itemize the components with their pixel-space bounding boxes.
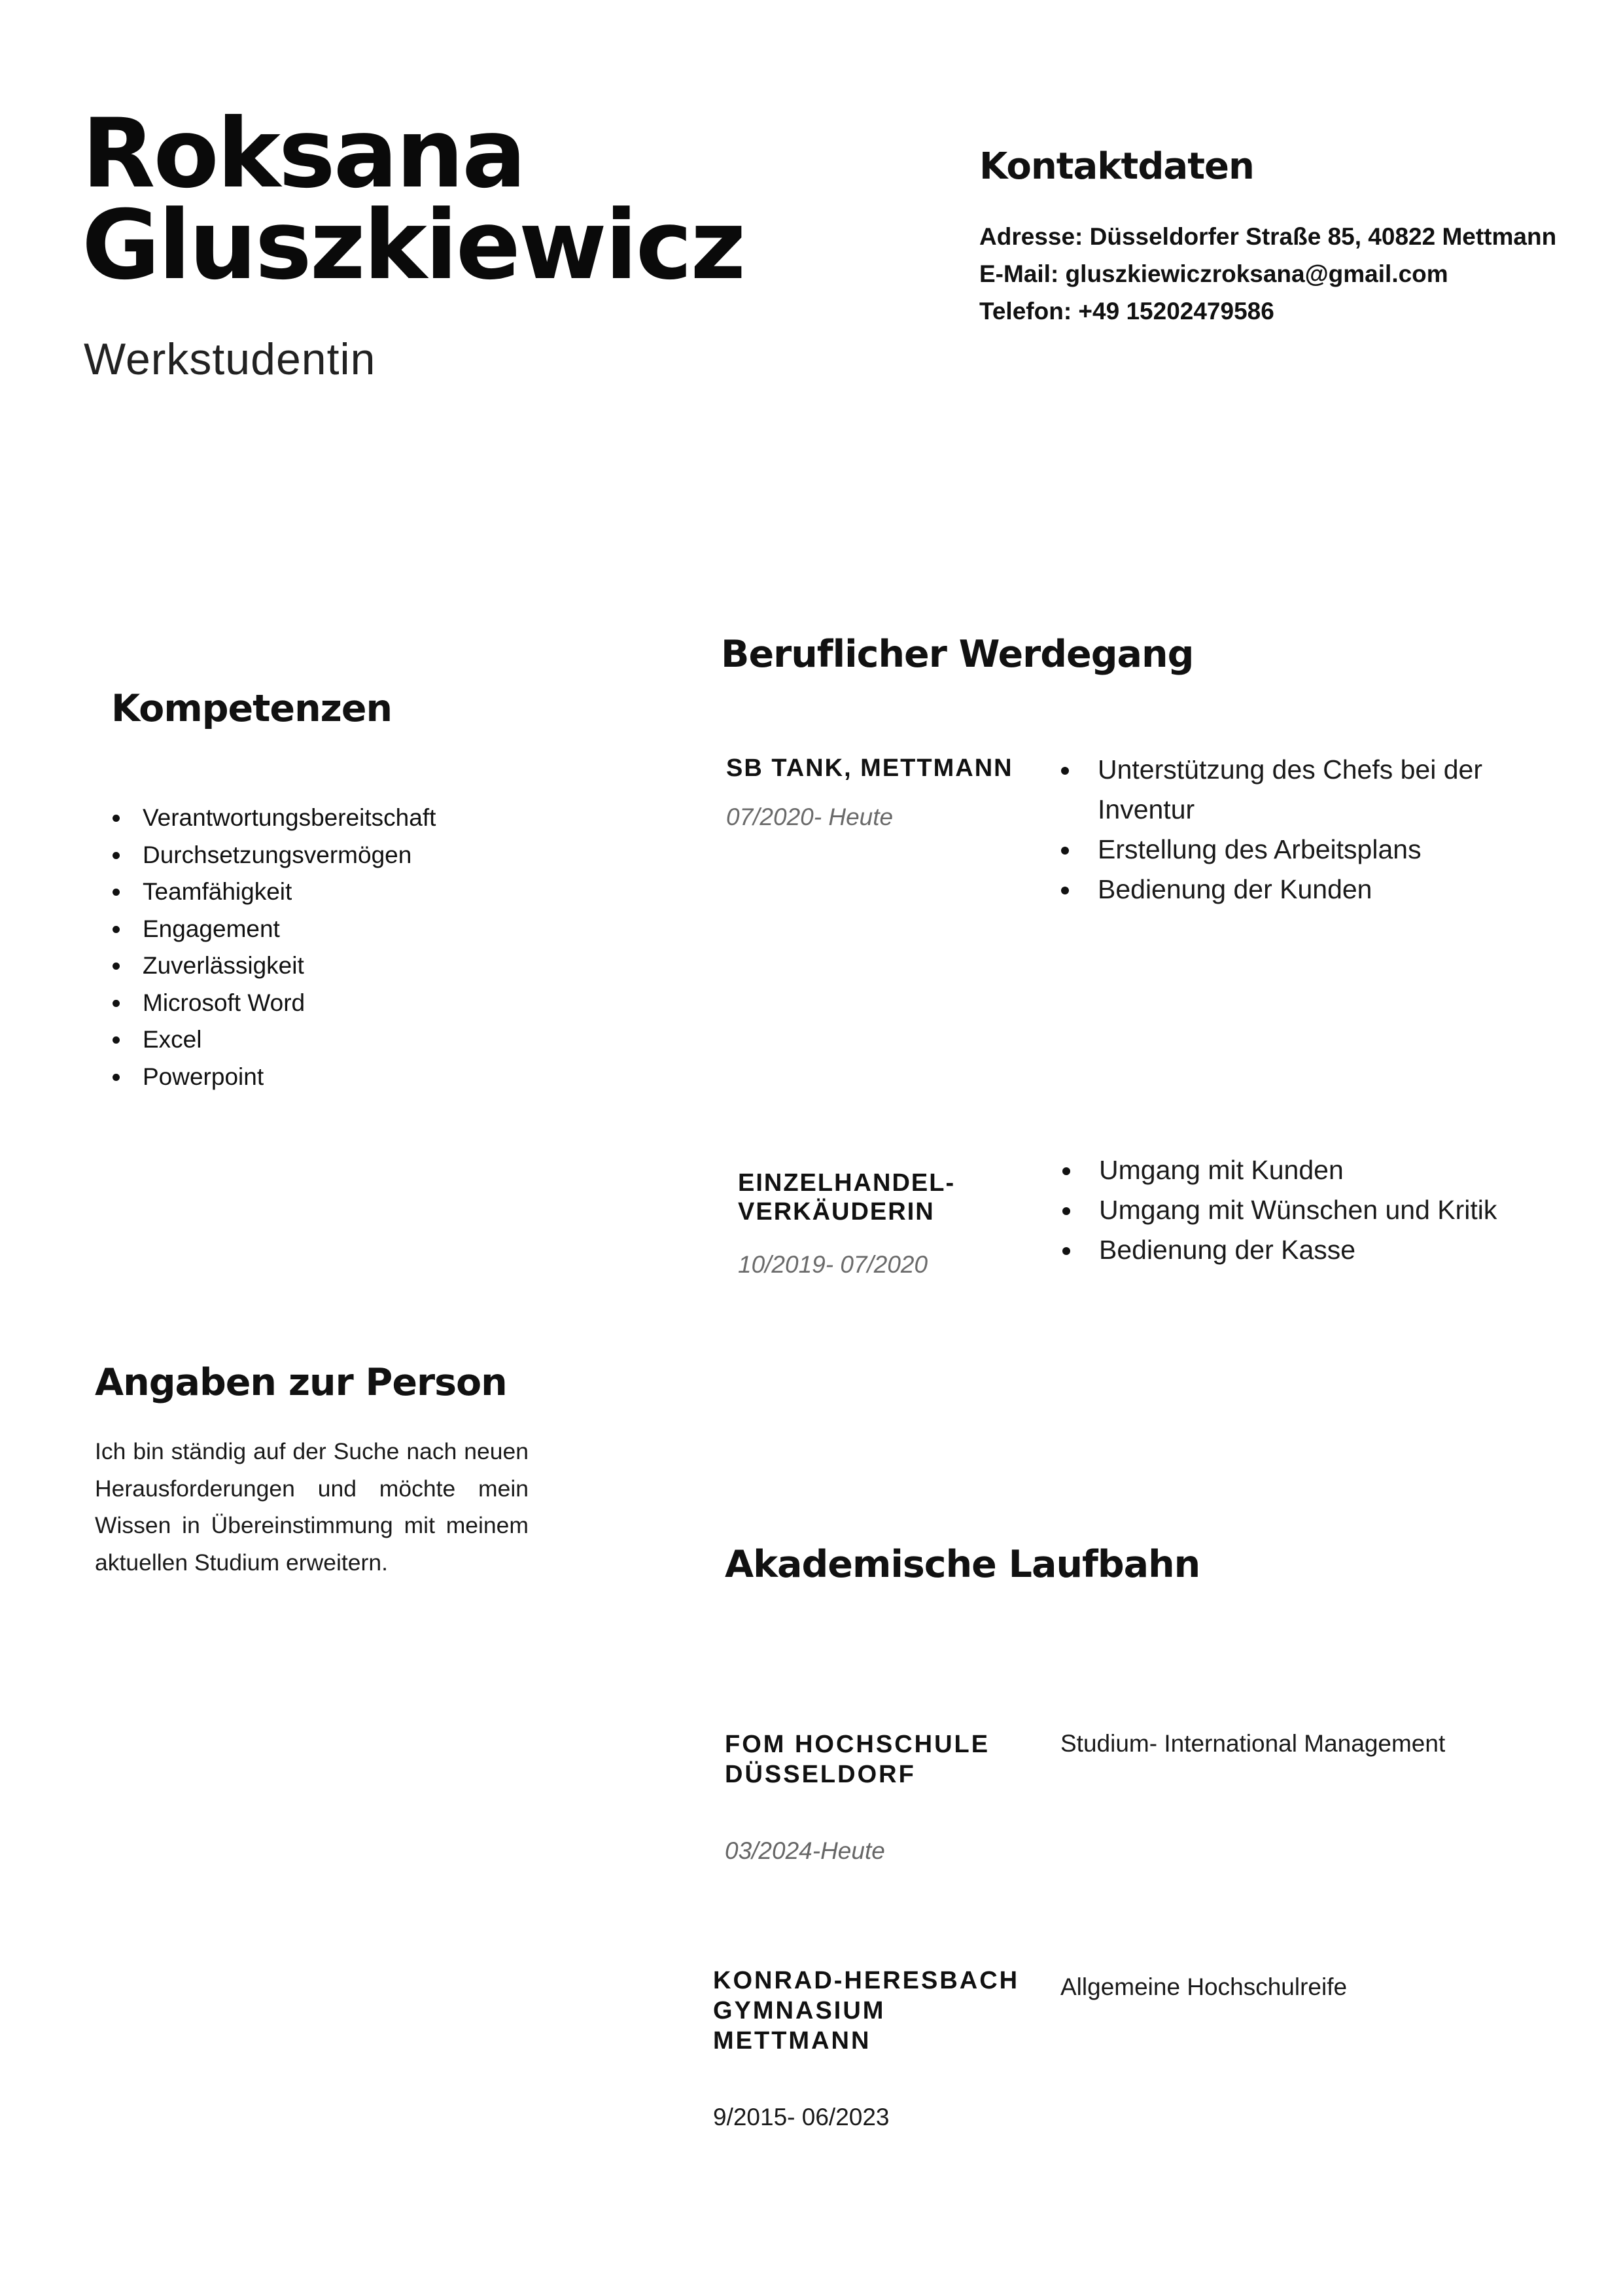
job-date: 07/2020- Heute [726,804,894,830]
job-tasks [1060,750,1531,910]
education-institution [725,1729,990,1790]
job-company-line: EINZELHANDEL- [738,1169,956,1197]
education-degree: Allgemeine Hochschulreife [1060,1973,1348,2000]
skill-item: Verantwortungsbereitschaft [111,800,436,837]
job-company-line: VERKÄUDERIN [738,1198,935,1226]
education-degree: Studium- International Management [1060,1730,1446,1757]
job-company: SB TANK, METTMANN [726,754,1013,782]
skill-item: Durchsetzungsvermögen [111,837,436,874]
job-task: Bedienung der Kasse [1061,1230,1558,1270]
last-name: Gluszkiewicz [82,190,744,301]
skill-item: Zuverlässigkeit [111,947,436,985]
about-text: Ich bin ständig auf der Suche nach neuen Herausforderungen und möchte mein Wissen in Übereinstimmung mit meinem aktuellen Studium erweitern. [95,1438,529,1576]
first-name: Roksana [82,98,525,209]
job-task: Erstellung des Arbeitsplans [1060,830,1531,870]
contact-details [979,218,1556,330]
education-date: 9/2015- 06/2023 [713,2104,890,2130]
job-company [738,1169,955,1226]
job-date: 10/2019- 07/2020 [738,1251,928,1278]
job-task: Bedienung der Kunden [1060,870,1531,910]
skill-item: Powerpoint [111,1059,436,1096]
contact-email: E-Mail: gluszkiewiczroksana@gmail.com [979,260,1448,287]
skill-item: Teamfähigkeit [111,874,436,911]
job-task: Umgang mit Wünschen und Kritik [1061,1190,1558,1230]
skill-item: Engagement [111,911,436,948]
contact-phone: Telefon: +49 15202479586 [979,298,1274,325]
job-task: Umgang mit Kunden [1061,1150,1558,1190]
institution-line: KONRAD-HERESBACH [713,1967,1020,1994]
education-heading: Akademische Laufbahn [725,1543,1200,1586]
about-heading: Angaben zur Person [95,1361,507,1404]
institution-line: METTMANN [713,2027,871,2055]
job-tasks [1061,1150,1558,1270]
job-task: Unterstützung des Chefs bei der Inventur [1060,750,1531,830]
skill-item: Excel [111,1021,436,1059]
skills-list [111,800,436,1095]
skill-item: Microsoft Word [111,985,436,1022]
skills-heading: Kompetenzen [111,687,393,730]
institution-line: GYMNASIUM [713,1997,886,2024]
education-date: 03/2024-Heute [725,1837,885,1864]
education-institution [713,1966,1019,2056]
institution-line: FOM HOCHSCHULE [725,1731,990,1758]
contact-address: Adresse: Düsseldorfer Straße 85, 40822 Mettmann [979,223,1557,250]
institution-line: DÜSSELDORF [725,1761,916,1788]
job-title: Werkstudentin [84,334,376,384]
career-heading: Beruflicher Werdegang [721,633,1194,676]
applicant-name [82,98,744,301]
contact-heading: Kontaktdaten [979,145,1254,188]
